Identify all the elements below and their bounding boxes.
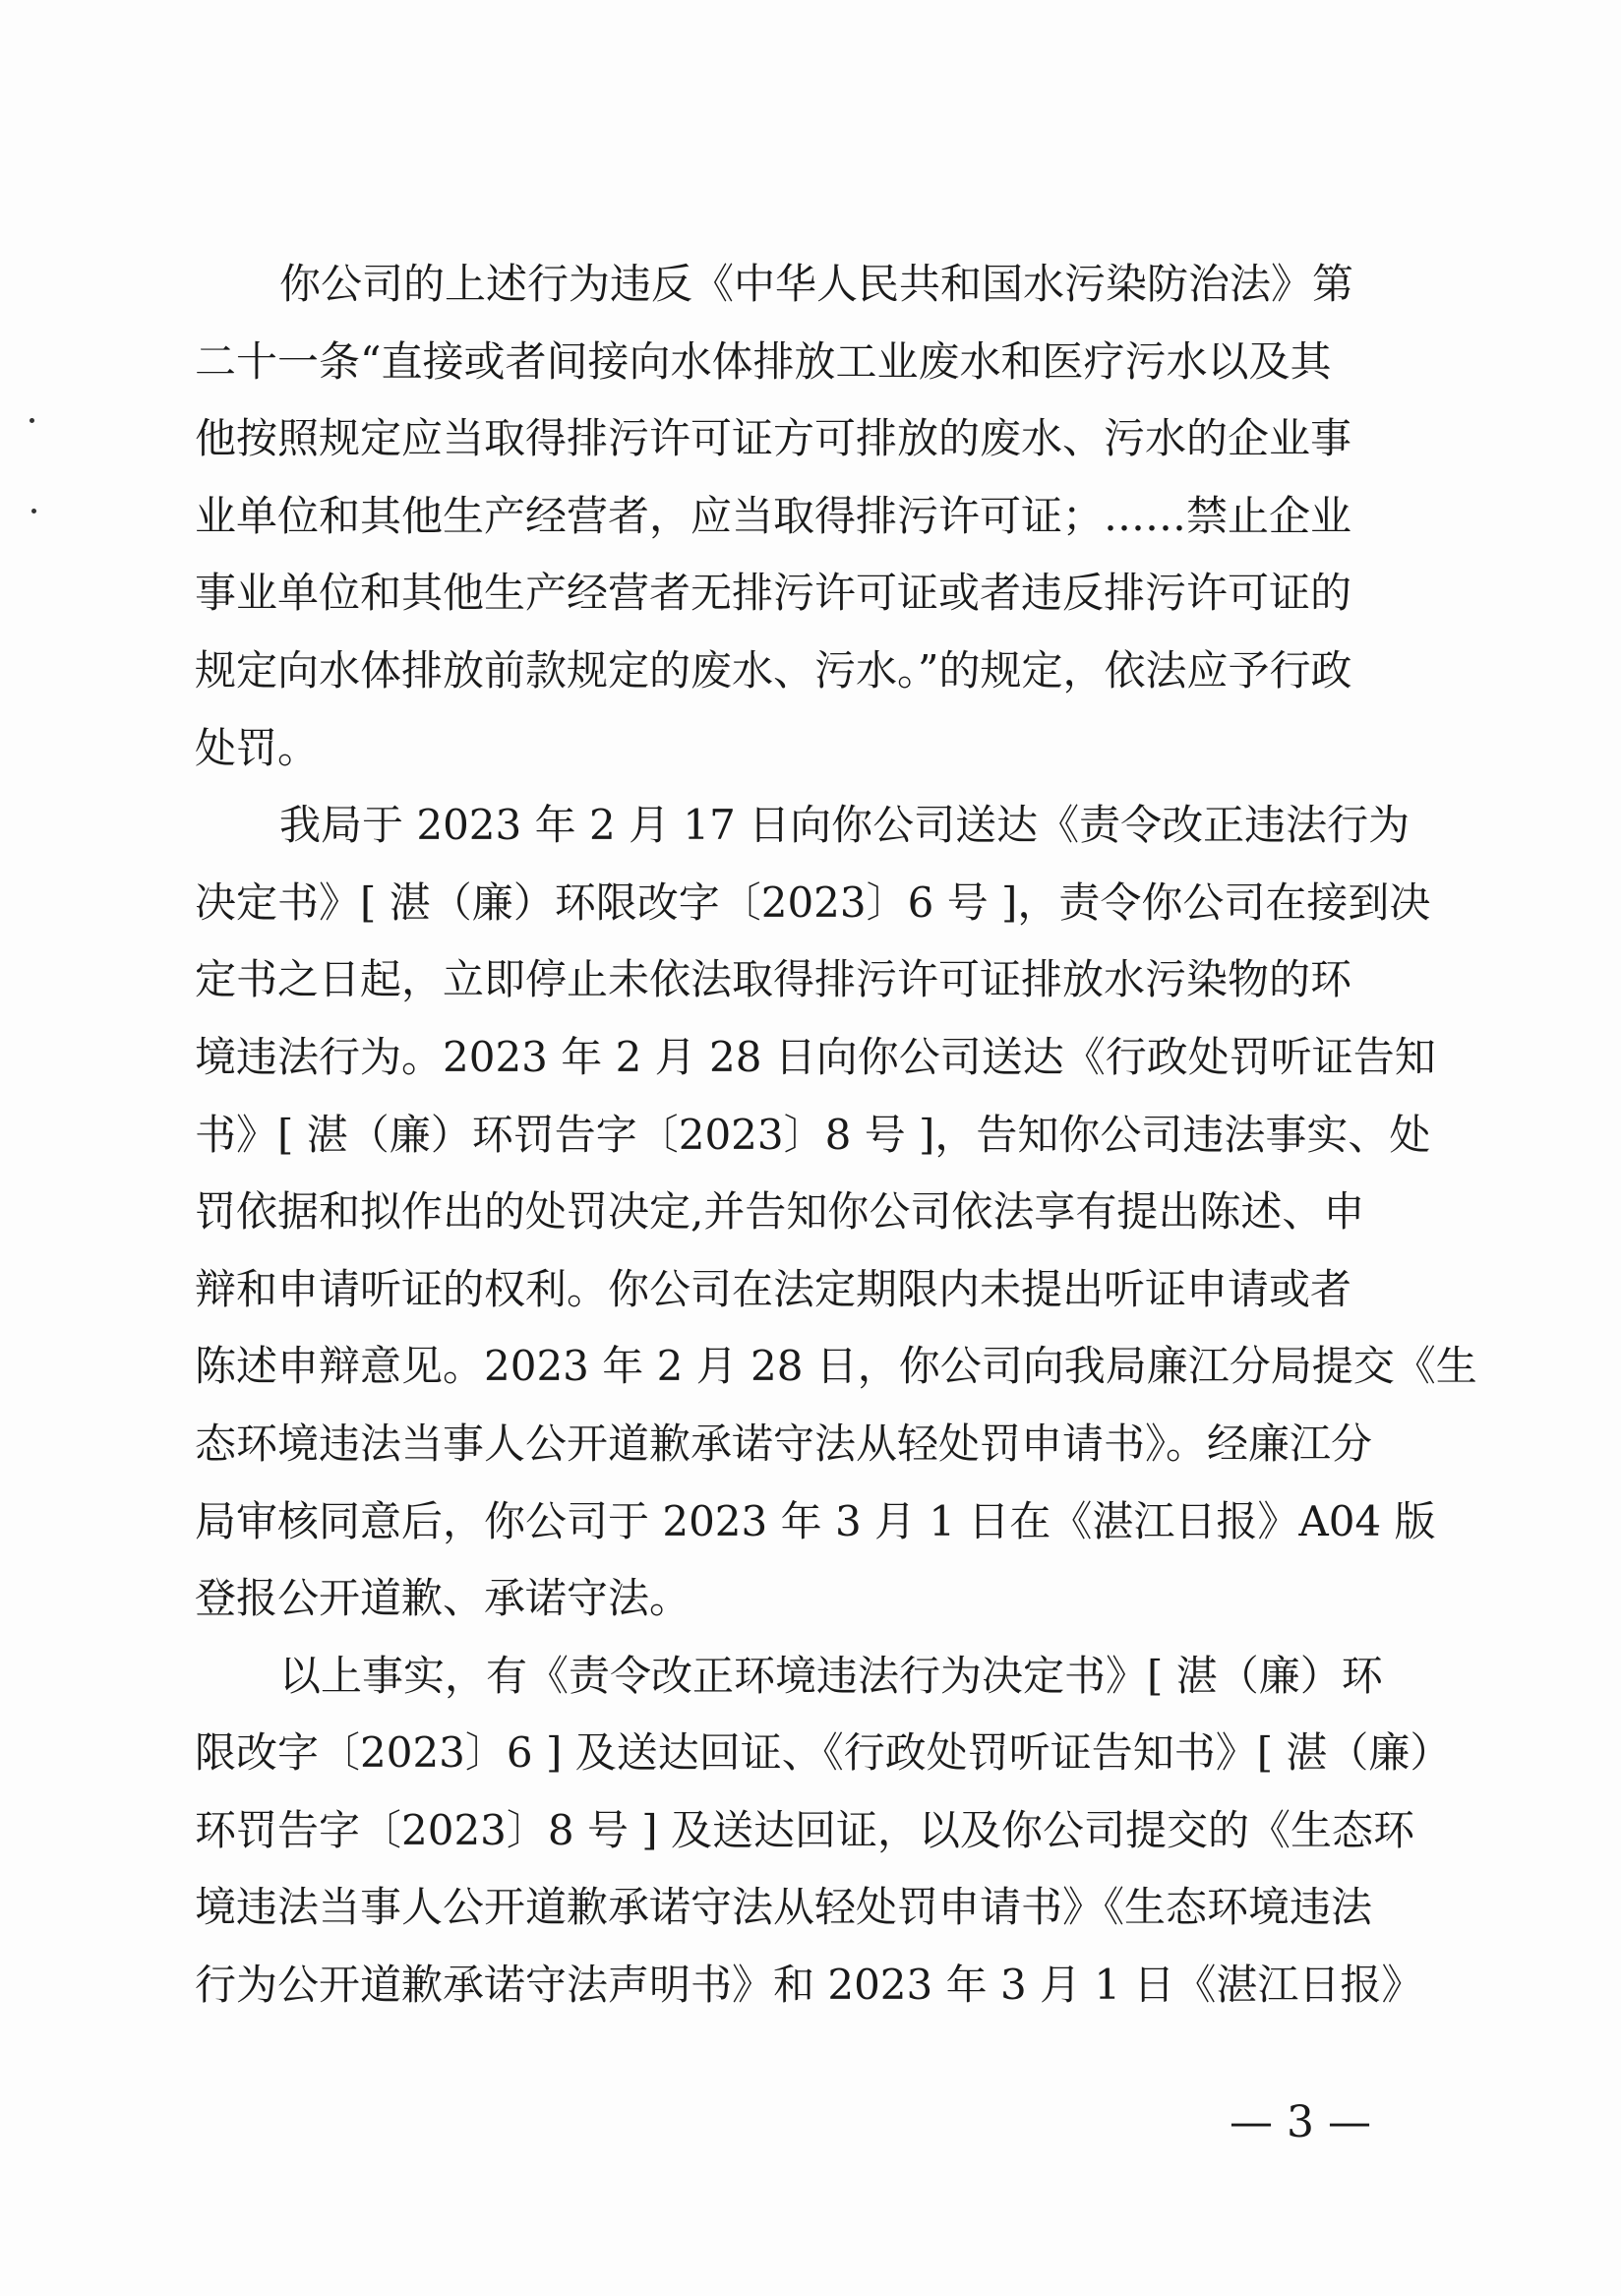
paragraph-1-line-2: 二十一条“直接或者间接向水体排放工业废水和医疗污水以及其 (195, 336, 1332, 386)
paragraph-1-line-6: 规定向水体排放前款规定的废水、污水。”的规定，依法应予行政 (195, 645, 1352, 695)
paragraph-2-line-3: 定书之日起，立即停止未依法取得排污许可证排放水污染物的环 (195, 955, 1352, 1004)
paragraph-3-line-1: 以上事实，有《责令改正环境违法行为决定书》[ 湛（廉）环 (279, 1651, 1383, 1700)
document-body (195, 246, 1477, 2024)
paragraph-2-line-6: 罚依据和拟作出的处罚决定,并告知你公司依法享有提出陈述、申 (195, 1187, 1365, 1237)
paragraph-2-line-1: 我局于 2023 年 2 月 17 日向你公司送达《责令改正违法行为 (279, 801, 1411, 850)
paragraph-3-line-2: 限改字〔2023〕6 ] 及送达回证、《行政处罚听证告知书》[ 湛（廉） (195, 1728, 1452, 1778)
paragraph-3-line-5: 行为公开道歉承诺守法声明书》和 2023 年 3 月 1 日《湛江日报》 (195, 1961, 1423, 2010)
paragraph-2-line-7: 辩和申请听证的权利。你公司在法定期限内未提出听证申请或者 (195, 1264, 1352, 1313)
paragraph-1-line-4: 业单位和其他生产经营者，应当取得排污许可证；……禁止企业 (195, 491, 1352, 540)
paragraph-3-line-3: 环罚告字〔2023〕8 号 ] 及送达回证，以及你公司提交的《生态环 (195, 1805, 1415, 1854)
paragraph-2-line-8: 陈述申辩意见。2023 年 2 月 28 日，你公司向我局廉江分局提交《生 (195, 1342, 1477, 1391)
paragraph-1-line-1: 你公司的上述行为违反《中华人民共和国水污染防治法》第 (279, 260, 1354, 308)
paragraph-3-line-4: 境违法当事人公开道歉承诺守法从轻处罚申请书》《生态环境违法 (195, 1883, 1373, 1932)
paragraph-2-line-9: 态环境违法当事人公开道歉承诺守法从轻处罚申请书》。经廉江分 (195, 1419, 1373, 1468)
paragraph-2-line-11: 登报公开道歉、承诺守法。 (195, 1574, 691, 1623)
paragraph-1-line-3: 他按照规定应当取得排污许可证方可排放的废水、污水的企业事 (195, 414, 1352, 463)
paragraph-1-line-7: 处罚。 (195, 723, 320, 772)
paragraph-2-line-10: 局审核同意后，你公司于 2023 年 3 月 1 日在《湛江日报》A04 版 (195, 1496, 1436, 1545)
page-number: — 3 — (1230, 2097, 1371, 2147)
paragraph-2-line-4: 境违法行为。2023 年 2 月 28 日向你公司送达《行政处罚听证告知 (195, 1032, 1436, 1081)
scan-speck (30, 418, 34, 423)
paragraph-2-line-2: 决定书》[ 湛（廉）环限改字〔2023〕6 号 ]，责令你公司在接到决 (195, 877, 1431, 927)
paragraph-2-line-5: 书》[ 湛（廉）环罚告字〔2023〕8 号 ]，告知你公司违法事实、处 (195, 1110, 1431, 1159)
paragraph-1-line-5: 事业单位和其他生产经营者无排污许可证或者违反排污许可证的 (195, 569, 1352, 618)
scan-speck (31, 509, 36, 514)
